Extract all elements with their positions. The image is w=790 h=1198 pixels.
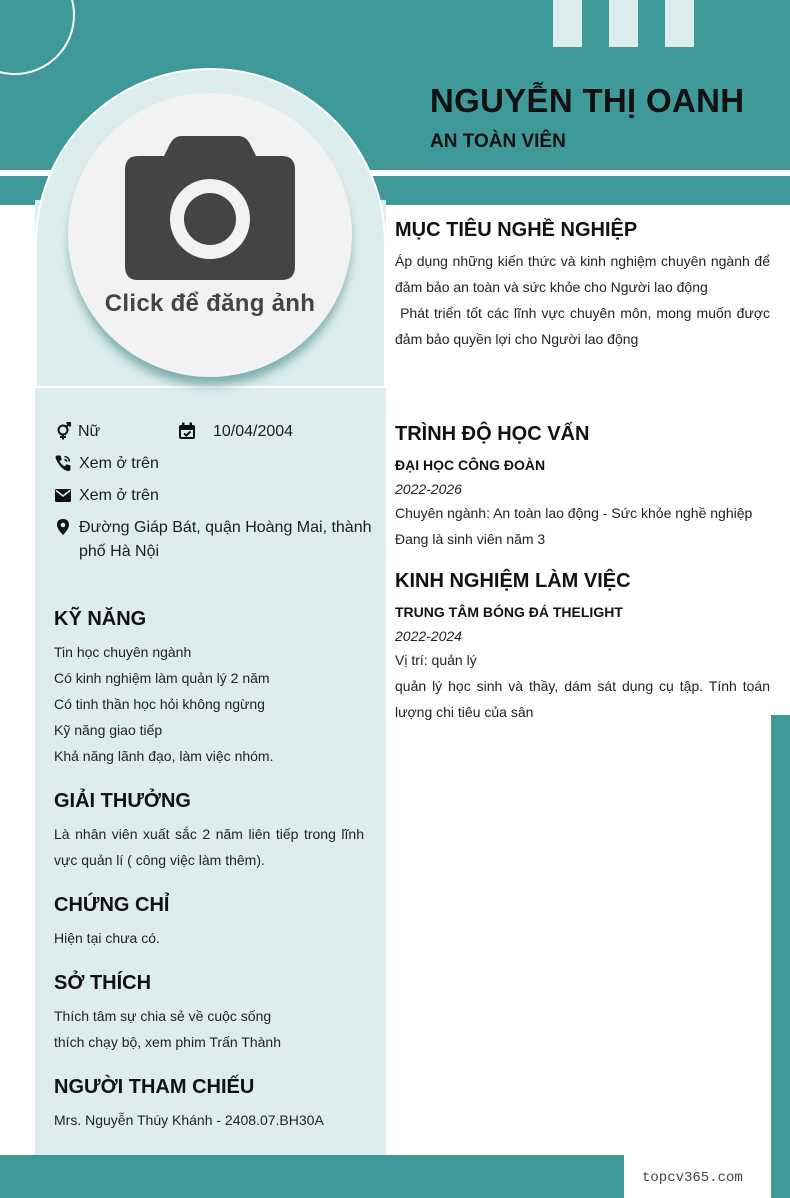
objective-paragraph: Áp dụng những kiến thức và kinh nghiệm chuyên ngành để đảm bảo an toàn và sức khỏe cho Người lao động <box>395 253 770 295</box>
education-title: TRÌNH ĐỘ HỌC VẤN <box>395 423 590 445</box>
education-period: 2022-2026 <box>395 481 462 497</box>
certificates-title: CHỨNG CHỈ <box>54 894 170 916</box>
education-major: Chuyên ngành: An toàn lao động - Sức khỏe nghề nghiệp <box>395 505 753 521</box>
references-title: NGƯỜI THAM CHIẾU <box>54 1076 255 1098</box>
phone-icon <box>54 454 72 477</box>
calendar-icon <box>178 422 196 445</box>
address-value: Đường Giáp Bát, quận Hoàng Mai, thành phố Hà Nội <box>79 519 372 560</box>
right-decor-bar <box>771 715 790 1198</box>
experience-position: Vị trí: quản lý <box>395 652 477 668</box>
awards-text: Là nhân viên xuất sắc 2 năm liên tiếp trong lĩnh vực quản lí ( công việc làm thêm). <box>54 826 364 868</box>
hobbies-list <box>54 1003 374 1055</box>
gender-value: Nữ <box>78 423 101 440</box>
gender-icon <box>54 422 72 445</box>
job-title: AN TOÀN VIÊN <box>430 131 566 152</box>
skills-list <box>54 639 374 769</box>
candidate-name: NGUYỄN THỊ OANH <box>430 82 745 119</box>
birth-date-value: 10/04/2004 <box>213 423 294 440</box>
watermark: topcv365.com <box>642 1170 743 1186</box>
email-icon <box>54 486 72 509</box>
experience-company: TRUNG TÂM BÓNG ĐÁ THELIGHT <box>395 604 623 620</box>
photo-caption[interactable]: Click để đăng ảnh <box>104 290 316 317</box>
decorative-bar <box>553 0 582 47</box>
education-body <box>395 452 770 552</box>
references-text: Mrs. Nguyễn Thúy Khánh - 2408.07.BH30A <box>54 1112 324 1128</box>
skill-item: Có tinh thần học hỏi không ngừng <box>54 696 265 712</box>
experience-period: 2022-2024 <box>395 628 462 644</box>
hobby-item: thích chạy bộ, xem phim Trấn Thành <box>54 1034 281 1050</box>
hobby-item: Thích tâm sự chia sẻ về cuộc sống <box>54 1008 272 1024</box>
objective-title: MỤC TIÊU NGHỀ NGHIỆP <box>395 219 638 241</box>
skills-title: KỸ NĂNG <box>54 608 147 630</box>
experience-title: KINH NGHIỆM LÀM VIỆC <box>395 570 631 592</box>
hobbies-title: SỞ THÍCH <box>54 972 152 994</box>
objective-paragraph: Phát triển tốt các lĩnh vực chuyên môn, mong muốn được đảm bảo quyền lợi cho Người lao động <box>395 305 774 347</box>
skill-item: Kỹ năng giao tiếp <box>54 722 163 738</box>
certificates-text: Hiện tại chưa có. <box>54 930 160 946</box>
education-status: Đang là sinh viên năm 3 <box>395 531 546 547</box>
experience-description: quản lý học sinh và thầy, dám sát dụng cụ tập. Tính toán lượng chi tiêu của sân <box>395 678 770 720</box>
location-icon <box>54 518 72 541</box>
skill-item: Có kinh nghiệm làm quản lý 2 năm <box>54 670 270 686</box>
camera-icon[interactable] <box>124 134 296 287</box>
phone-value: Xem ở trên <box>79 455 159 472</box>
education-school: ĐẠI HỌC CÔNG ĐOÀN <box>395 457 546 473</box>
decorative-bar <box>609 0 638 47</box>
objective-body <box>395 248 774 352</box>
footer-bar <box>0 1155 624 1198</box>
experience-body <box>395 599 770 725</box>
decorative-bar <box>665 0 694 47</box>
skill-item: Tin học chuyên ngành <box>54 644 192 660</box>
awards-title: GIẢI THƯỞNG <box>54 790 191 812</box>
skill-item: Khả năng lãnh đạo, làm việc nhóm. <box>54 748 274 764</box>
email-value: Xem ở trên <box>79 487 159 504</box>
